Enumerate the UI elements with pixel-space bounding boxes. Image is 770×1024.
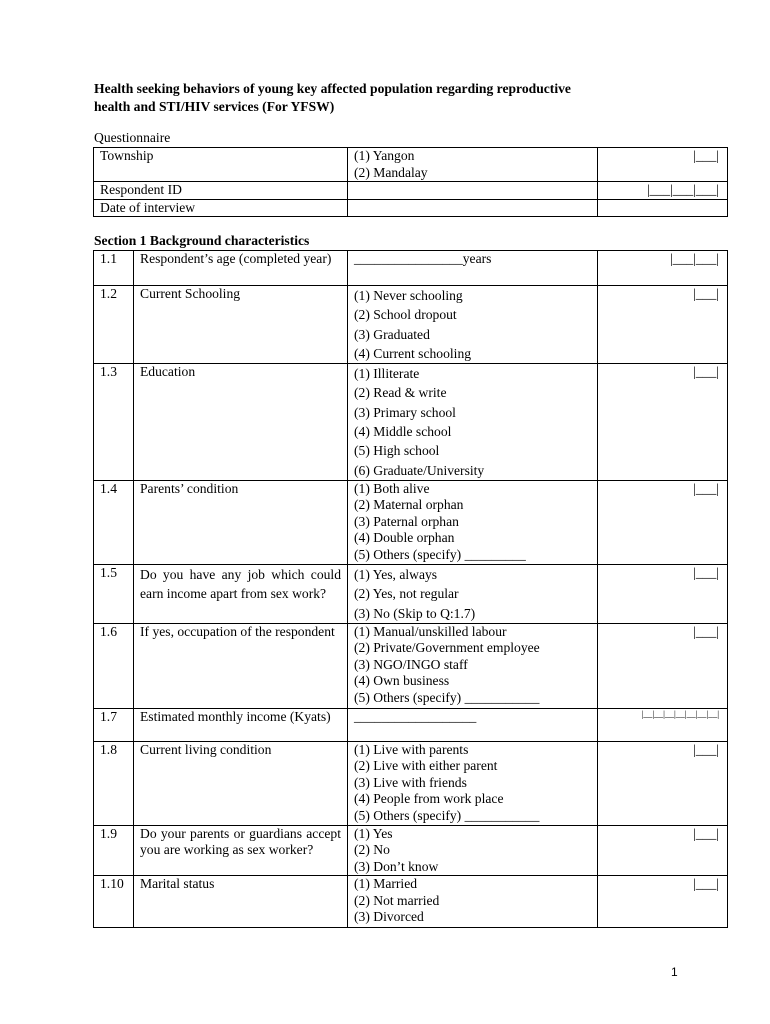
option: (3) Graduated — [354, 326, 430, 342]
question-number: 1.9 — [94, 825, 134, 876]
option: __________________ — [354, 708, 477, 724]
question-row — [94, 251, 728, 286]
question-number: 1.4 — [94, 480, 134, 564]
code-box[interactable]: |___| — [598, 741, 728, 825]
answer-options — [348, 364, 598, 481]
option: (4) Middle school — [354, 424, 452, 440]
answer-options — [348, 876, 598, 928]
question-row — [94, 741, 728, 825]
option: (2) No — [354, 842, 390, 858]
option: (3) NGO/INGO staff — [354, 656, 468, 672]
option: (6) Graduate/University — [354, 462, 485, 478]
option: (1) Yes — [354, 825, 393, 841]
header-table — [93, 147, 728, 217]
header-row — [94, 182, 728, 200]
option: (2) Private/Government employee — [354, 640, 540, 656]
option: (1) Yes, always — [354, 566, 438, 582]
code-box[interactable]: |___|___|___| — [598, 182, 728, 200]
option: (1) Illiterate — [354, 366, 420, 382]
question-number: 1.8 — [94, 741, 134, 825]
answer-options — [348, 480, 598, 564]
option: (1) Both alive — [354, 480, 430, 496]
option: (3) Paternal orphan — [354, 513, 459, 529]
answer-options — [348, 564, 598, 623]
questionnaire-label: Questionnaire — [94, 130, 171, 145]
question-number: 1.3 — [94, 364, 134, 481]
option: (3) Live with friends — [354, 774, 467, 790]
questions-table — [93, 250, 728, 928]
header-row — [94, 199, 728, 217]
option: (3) Divorced — [354, 909, 424, 925]
option: (3) No (Skip to Q:1.7) — [354, 605, 476, 621]
option: (1) Never schooling — [354, 288, 463, 303]
code-box[interactable]: |___| — [598, 876, 728, 928]
document-title — [94, 80, 694, 116]
code-box[interactable]: |___| — [598, 480, 728, 564]
code-box[interactable]: |___| — [598, 364, 728, 481]
header-label: Respondent ID — [94, 182, 348, 200]
code-box[interactable]: |___|___| — [598, 251, 728, 286]
option: (5) Others (specify) ___________ — [354, 689, 540, 705]
question-number: 1.2 — [94, 286, 134, 364]
question-number: 1.1 — [94, 251, 134, 286]
section-title: Section 1 Background characteristics — [94, 233, 310, 248]
question-text: Parents’ condition — [134, 480, 348, 564]
option: (3) Primary school — [354, 404, 456, 420]
header-options — [348, 182, 598, 200]
code-box[interactable]: |___| — [598, 564, 728, 623]
answer-options — [348, 741, 598, 825]
code-box[interactable]: |___| — [598, 148, 728, 182]
option: (4) People from work place — [354, 791, 504, 807]
question-row — [94, 286, 728, 364]
option: (2) School dropout — [354, 307, 457, 323]
option: (5) High school — [354, 443, 440, 459]
option: (2) Yes, not regular — [354, 586, 459, 602]
option: (2) Maternal orphan — [354, 497, 464, 513]
code-box[interactable]: |__|__|__|__|__|__|__| — [598, 708, 728, 741]
option: (5) Others (specify) ___________ — [354, 807, 540, 823]
question-row — [94, 825, 728, 876]
question-number: 1.5 — [94, 564, 134, 623]
option: ________________years — [354, 251, 492, 266]
question-text: Respondent’s age (completed year) — [134, 251, 348, 286]
option: (1) Live with parents — [354, 741, 469, 757]
code-box[interactable]: |___| — [598, 286, 728, 364]
title-line-1: Health seeking behaviors of young key affected population regarding reproductive — [94, 81, 571, 96]
question-text: Current Schooling — [134, 286, 348, 364]
question-text: Marital status — [134, 876, 348, 928]
header-options — [348, 148, 598, 182]
header-label: Date of interview — [94, 199, 348, 217]
header-label: Township — [94, 148, 348, 182]
question-row — [94, 708, 728, 741]
question-row — [94, 623, 728, 708]
question-number: 1.10 — [94, 876, 134, 928]
question-text: Do you have any job which could earn income apart from sex work? — [134, 564, 348, 623]
question-row — [94, 876, 728, 928]
option: (2) Mandalay — [354, 164, 428, 180]
page-number: 1 — [671, 965, 678, 979]
option: (1) Manual/unskilled labour — [354, 623, 507, 639]
question-text: Estimated monthly income (Kyats) — [134, 708, 348, 741]
question-row — [94, 564, 728, 623]
answer-options — [348, 251, 598, 286]
question-text: If yes, occupation of the respondent — [134, 623, 348, 708]
question-number: 1.7 — [94, 708, 134, 741]
title-line-2: health and STI/HIV services (For YFSW) — [94, 99, 335, 114]
header-row — [94, 148, 728, 182]
option: (4) Double orphan — [354, 530, 455, 546]
answer-options — [348, 708, 598, 741]
answer-options — [348, 825, 598, 876]
option: (3) Don’t know — [354, 858, 439, 874]
option: (5) Others (specify) _________ — [354, 546, 526, 562]
option: (2) Read & write — [354, 385, 447, 401]
question-row — [94, 480, 728, 564]
option: (1) Yangon — [354, 148, 415, 163]
question-row — [94, 364, 728, 481]
question-text: Education — [134, 364, 348, 481]
option: (2) Live with either parent — [354, 758, 498, 774]
question-text: Do your parents or guardians accept you are working as sex worker? — [134, 825, 348, 876]
answer-options — [348, 286, 598, 364]
answer-options — [348, 623, 598, 708]
code-box[interactable]: |___| — [598, 623, 728, 708]
code-box[interactable] — [598, 199, 728, 217]
option: (4) Current schooling — [354, 345, 472, 361]
option: (1) Married — [354, 876, 418, 892]
option: (2) Not married — [354, 892, 440, 908]
question-text: Current living condition — [134, 741, 348, 825]
header-options — [348, 199, 598, 217]
code-box[interactable]: |___| — [598, 825, 728, 876]
option: (4) Own business — [354, 673, 450, 689]
question-number: 1.6 — [94, 623, 134, 708]
